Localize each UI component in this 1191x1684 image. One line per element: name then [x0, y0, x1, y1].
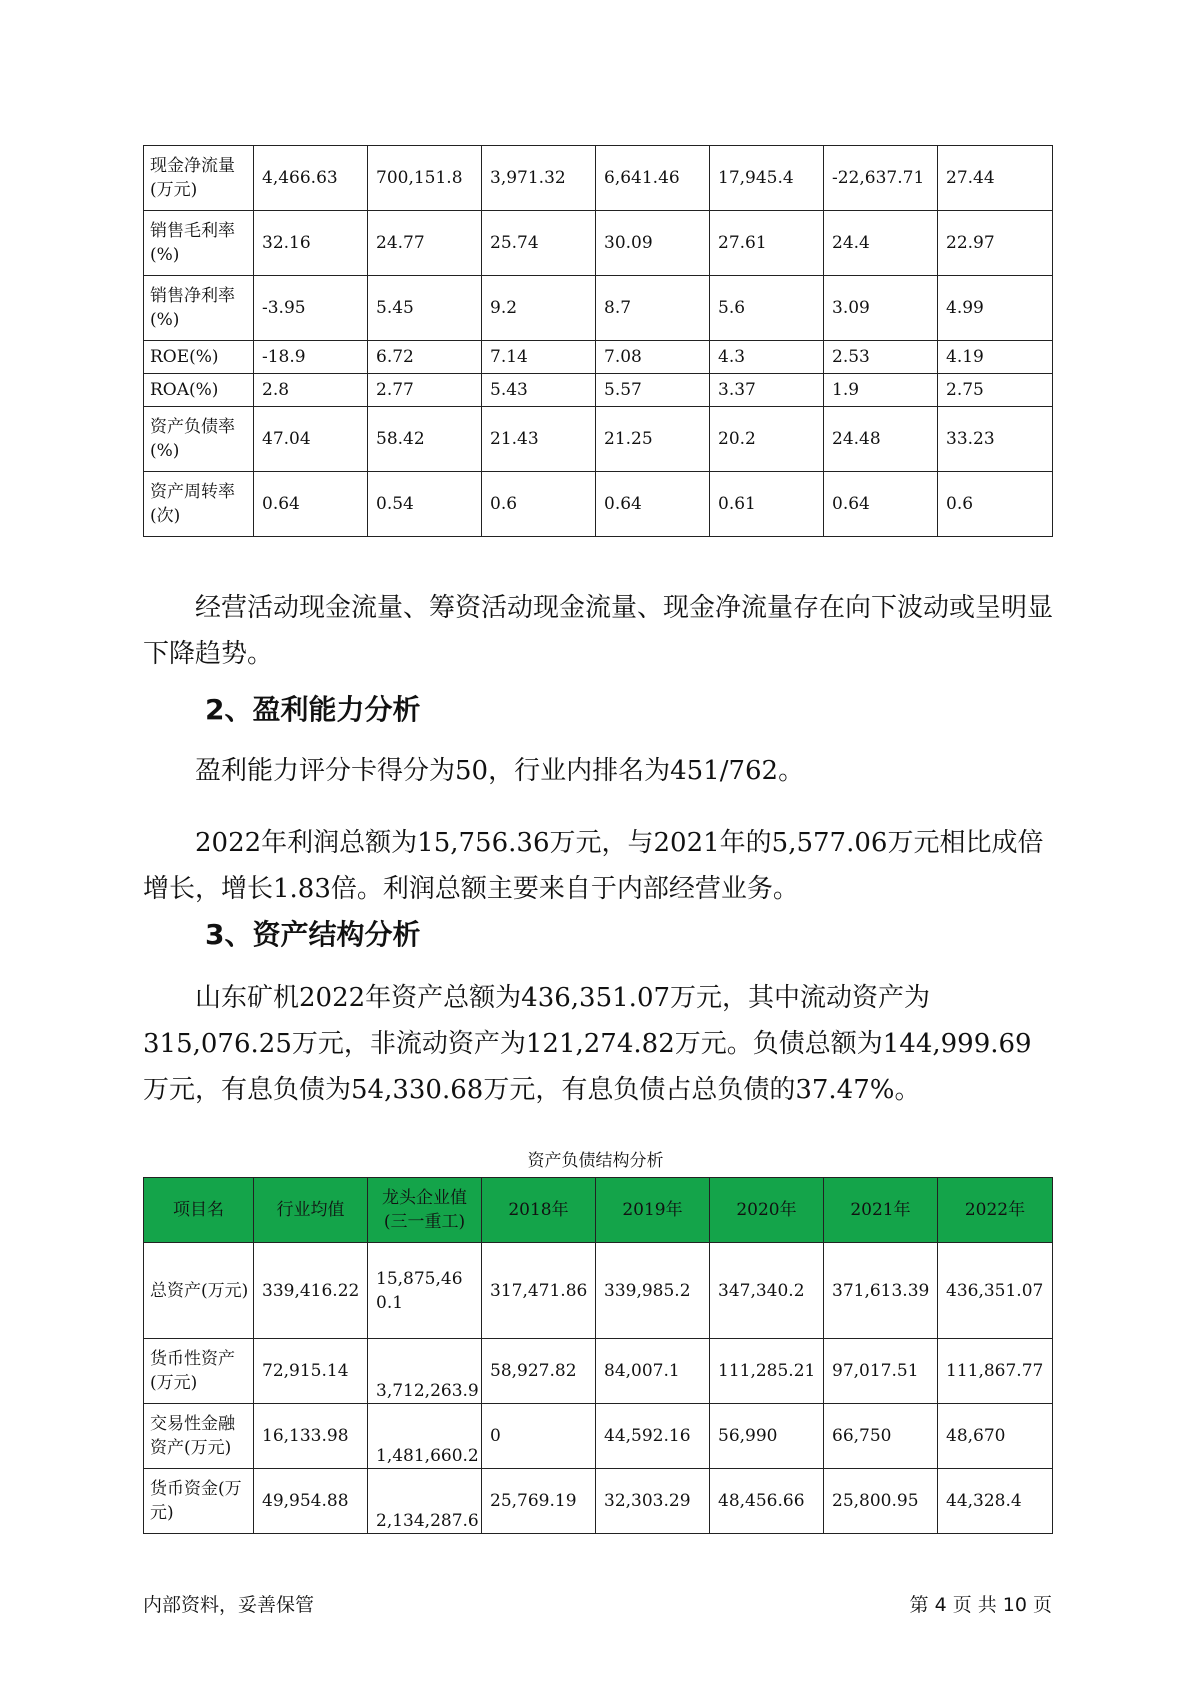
table-cell: 2,134,287.6: [368, 1469, 482, 1534]
table-cell: 44,592.16: [596, 1404, 710, 1469]
paragraph-cashflow: 经营活动现金流量、筹资活动现金流量、现金净流量存在向下波动或呈明显下降趋势。: [143, 593, 1054, 669]
table-cell: 27.61: [710, 211, 824, 276]
table-cell: 371,613.39: [824, 1243, 938, 1339]
column-header: 2018年: [482, 1178, 596, 1243]
table-cell: 66,750: [824, 1404, 938, 1469]
table-cell: 24.4: [824, 211, 938, 276]
table-cell: -22,637.71: [824, 146, 938, 211]
row-label: 资产周转率(次): [144, 472, 254, 537]
table-cell: 2.75: [938, 374, 1053, 407]
table-cell: 3.09: [824, 276, 938, 341]
table-row: [144, 374, 1053, 407]
table-cell: 17,945.4: [710, 146, 824, 211]
table-cell: 30.09: [596, 211, 710, 276]
footer-confidential: 内部资料，妥善保管: [143, 1594, 315, 1616]
table-cell: 347,340.2: [710, 1243, 824, 1339]
row-label: 货币资金(万元): [144, 1469, 254, 1534]
row-label: 货币性资产(万元): [144, 1339, 254, 1404]
table-cell: 317,471.86: [482, 1243, 596, 1339]
table-cell: 436,351.07: [938, 1243, 1053, 1339]
table-cell: 58.42: [368, 407, 482, 472]
table-cell: 0.6: [938, 472, 1053, 537]
column-header: 2020年: [710, 1178, 824, 1243]
column-header: 项目名: [144, 1178, 254, 1243]
table-cell: 1.9: [824, 374, 938, 407]
table-cell: 0.6: [482, 472, 596, 537]
table-cell: 16,133.98: [254, 1404, 368, 1469]
table-cell: -18.9: [254, 341, 368, 374]
row-label: ROA(%): [144, 374, 254, 407]
table-cell: 25,800.95: [824, 1469, 938, 1534]
table-cell: 339,985.2: [596, 1243, 710, 1339]
column-header: 2019年: [596, 1178, 710, 1243]
table-cell: 0.64: [824, 472, 938, 537]
row-label: 总资产(万元): [144, 1243, 254, 1339]
table-cell: -3.95: [254, 276, 368, 341]
table-row: [144, 146, 1053, 211]
table-cell: 7.14: [482, 341, 596, 374]
table-cell: 4.3: [710, 341, 824, 374]
table-cell: 32,303.29: [596, 1469, 710, 1534]
table-cell: 27.44: [938, 146, 1053, 211]
table-cell: 20.2: [710, 407, 824, 472]
table-cell: 6,641.46: [596, 146, 710, 211]
table-caption: 资产负债结构分析: [527, 1151, 664, 1171]
table-cell: 9.2: [482, 276, 596, 341]
table-row: [144, 211, 1053, 276]
table-cell: 2.8: [254, 374, 368, 407]
table-cell: 8.7: [596, 276, 710, 341]
column-header: 龙头企业值(三一重工): [368, 1178, 482, 1243]
section-heading-profitability: 2、盈利能力分析: [205, 693, 421, 726]
table-cell: 3,971.32: [482, 146, 596, 211]
table-cell: 0.64: [596, 472, 710, 537]
paragraph-profit-score: 盈利能力评分卡得分为50，行业内排名为451/762。: [195, 756, 805, 786]
table-row: [144, 276, 1053, 341]
table-cell: 6.72: [368, 341, 482, 374]
table-cell: 24.77: [368, 211, 482, 276]
footer-page-number: 第 4 页 共 10 页: [909, 1594, 1052, 1616]
table-cell: 5.43: [482, 374, 596, 407]
table-cell: 47.04: [254, 407, 368, 472]
table-cell: 32.16: [254, 211, 368, 276]
table-cell: 84,007.1: [596, 1339, 710, 1404]
table-row: [144, 472, 1053, 537]
table-cell: 2.53: [824, 341, 938, 374]
table-cell: 4.99: [938, 276, 1053, 341]
row-label: 现金净流量(万元): [144, 146, 254, 211]
table-row: [144, 1339, 1053, 1404]
paragraph-profit-total: 2022年利润总额为15,756.36万元，与2021年的5,577.06万元相比成倍增长，增长1.83倍。利润总额主要来自于内部经营业务。: [143, 828, 1044, 904]
table-row: [144, 407, 1053, 472]
table-cell: 97,017.51: [824, 1339, 938, 1404]
table-cell: 339,416.22: [254, 1243, 368, 1339]
table-cell: 56,990: [710, 1404, 824, 1469]
table-cell: 15,875,460.1: [368, 1243, 482, 1339]
row-label: 销售净利率(%): [144, 276, 254, 341]
financial-ratio-table: [143, 145, 1053, 537]
table-cell: 4,466.63: [254, 146, 368, 211]
column-header: 行业均值: [254, 1178, 368, 1243]
table-row: [144, 341, 1053, 374]
table-row: [144, 1404, 1053, 1469]
table-cell: 7.08: [596, 341, 710, 374]
row-label: ROE(%): [144, 341, 254, 374]
table-cell: 5.57: [596, 374, 710, 407]
table-cell: 0: [482, 1404, 596, 1469]
row-label: 销售毛利率(%): [144, 211, 254, 276]
table-cell: 48,670: [938, 1404, 1053, 1469]
asset-liability-table: [143, 1177, 1053, 1534]
table-cell: 24.48: [824, 407, 938, 472]
table-cell: 4.19: [938, 341, 1053, 374]
table-cell: 21.43: [482, 407, 596, 472]
row-label: 资产负债率(%): [144, 407, 254, 472]
table-cell: 0.64: [254, 472, 368, 537]
table-cell: 72,915.14: [254, 1339, 368, 1404]
table-cell: 25,769.19: [482, 1469, 596, 1534]
row-label: 交易性金融资产(万元): [144, 1404, 254, 1469]
table-row: [144, 1243, 1053, 1339]
table-cell: 49,954.88: [254, 1469, 368, 1534]
table-header-row: [144, 1178, 1053, 1243]
column-header: 2022年: [938, 1178, 1053, 1243]
table-cell: 3,712,263.9: [368, 1339, 482, 1404]
section-heading-asset-structure: 3、资产结构分析: [205, 918, 421, 951]
table-cell: 2.77: [368, 374, 482, 407]
table-cell: 0.54: [368, 472, 482, 537]
table-cell: 33.23: [938, 407, 1053, 472]
table-cell: 3.37: [710, 374, 824, 407]
table-cell: 111,285.21: [710, 1339, 824, 1404]
table-cell: 1,481,660.2: [368, 1404, 482, 1469]
table-cell: 0.61: [710, 472, 824, 537]
table-cell: 5.45: [368, 276, 482, 341]
table-cell: 700,151.8: [368, 146, 482, 211]
table-cell: 5.6: [710, 276, 824, 341]
table-cell: 21.25: [596, 407, 710, 472]
table-row: [144, 1469, 1053, 1534]
paragraph-asset-total: 山东矿机2022年资产总额为436,351.07万元，其中流动资产为315,076.25万元，非流动资产为121,274.82万元。负债总额为144,999.69万元，有息负债为54,330.68万元，有息负债占总负债的37.47%。: [143, 983, 1032, 1105]
column-header: 2021年: [824, 1178, 938, 1243]
table-cell: 22.97: [938, 211, 1053, 276]
table-cell: 48,456.66: [710, 1469, 824, 1534]
table-cell: 58,927.82: [482, 1339, 596, 1404]
table-cell: 25.74: [482, 211, 596, 276]
table-cell: 44,328.4: [938, 1469, 1053, 1534]
table-cell: 111,867.77: [938, 1339, 1053, 1404]
